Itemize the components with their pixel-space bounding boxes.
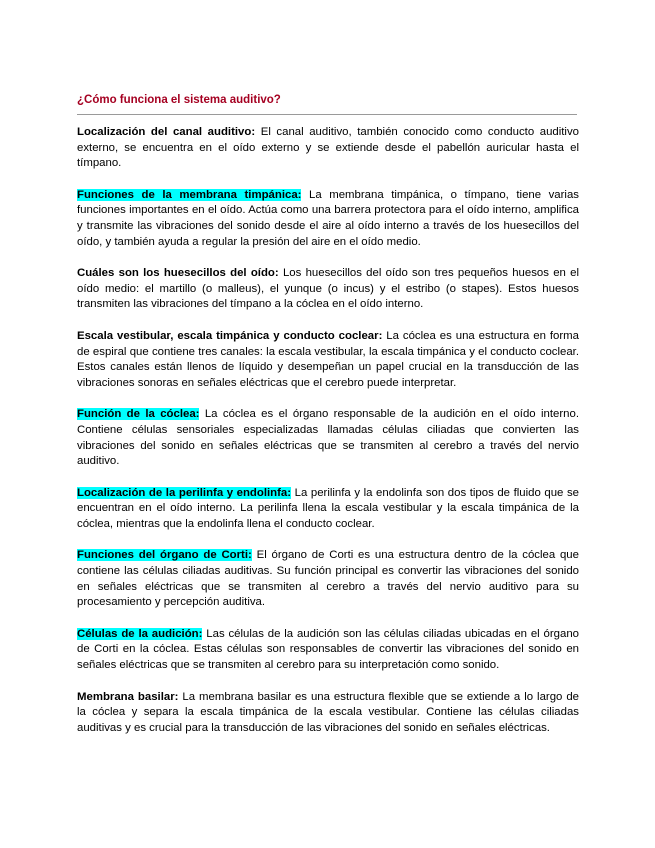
section-term: Localización de la perilinfa y endolinfa: <box>77 486 292 499</box>
section-text: La membrana timpánica, o tímpano, tiene varias funciones importantes en el oído. Actúa como una barrera protectora para el oído interno, amplifica y transmite las vibraciones del sonido desde el aire al oído interno a través de los huesecillos del oído, y también ayuda a regular la presión del aire en el oído medio. <box>77 188 579 248</box>
section-membrana-timpanica <box>77 188 579 250</box>
section-canal-auditivo <box>77 125 579 172</box>
document-page <box>77 92 579 752</box>
section-escalas <box>77 329 579 391</box>
section-funcion-coclea <box>77 407 579 469</box>
section-perilinfa-endolinfa <box>77 486 579 533</box>
section-text: La cóclea es el órgano responsable de la audición en el oído interno. Contiene células sensoriales especializadas llamadas células ciliadas que convierten las vibraciones del sonido en señales eléctricas que se transmiten al cerebro a través del nervio auditivo. <box>77 408 579 468</box>
section-term: Escala vestibular, escala timpánica y conducto coclear: <box>77 329 383 342</box>
section-huesecillos <box>77 266 579 313</box>
section-term: Localización del canal auditivo: <box>77 126 256 138</box>
section-text: La perilinfa y la endolinfa son dos tipos de fluido que se encuentran en el oído interno. La perilinfa llena la escala vestibular y la escala timpánica de la cóclea, mientras que la endolinfa llena el conducto coclear. <box>77 486 579 530</box>
section-text: Las células de la audición son las células ciliadas ubicadas en el órgano de Corti en la cóclea. Estas células son responsables de convertir las vibraciones del sonido en señales eléctricas que se transmiten al cerebro para su interpretación como sonido. <box>77 627 579 672</box>
document-title: ¿Cómo funciona el sistema auditivo? <box>77 94 281 106</box>
section-organo-corti <box>77 548 579 610</box>
section-term: Función de la cóclea: <box>77 408 200 421</box>
title-divider <box>77 114 577 115</box>
section-term: Funciones de la membrana timpánica: <box>77 188 302 201</box>
section-term: Membrana basilar: <box>77 690 179 703</box>
section-term: Funciones del órgano de Corti: <box>77 549 252 562</box>
section-text: El órgano de Corti es una estructura dentro de la cóclea que contiene las células ciliadas auditivas. Su función principal es convertir las vibraciones del sonido en señales eléctricas que se transmiten al cerebro a través del nervio auditivo para su procesamiento y percepción auditiva. <box>77 549 579 609</box>
section-term: Células de la audición: <box>77 627 203 640</box>
section-text: Los huesecillos del oído son tres pequeños huesos en el oído medio: el martillo (o malleus), el yunque (o incus) y el estribo (o stapes). Estos huesos transmiten las vibraciones del tímpano a la cóclea en el oído interno. <box>77 267 579 311</box>
section-membrana-basilar <box>77 690 579 737</box>
section-text: El canal auditivo, también conocido como conducto auditivo externo, se encuentra en el oído externo y se extiende desde el pabellón auricular hasta el tímpano. <box>77 126 579 170</box>
section-celulas-audicion <box>77 627 579 674</box>
section-term: Cuáles son los huesecillos del oído: <box>77 267 279 280</box>
section-text: La cóclea es una estructura en forma de espiral que contiene tres canales: la escala vestibular, la escala timpánica y el conducto coclear. Estos canales están llenos de líquido y desempeñan un papel crucial en la transducción de las vibraciones sonoras en señales eléctricas que el cerebro puede interpretar. <box>77 329 579 389</box>
section-text: La membrana basilar es una estructura flexible que se extiende a lo largo de la cóclea y separa la escala timpánica de la escala vestibular. Contiene las células ciliadas auditivas y es crucial para la transducción de las vibraciones del sonido en señales eléctricas. <box>77 690 579 734</box>
